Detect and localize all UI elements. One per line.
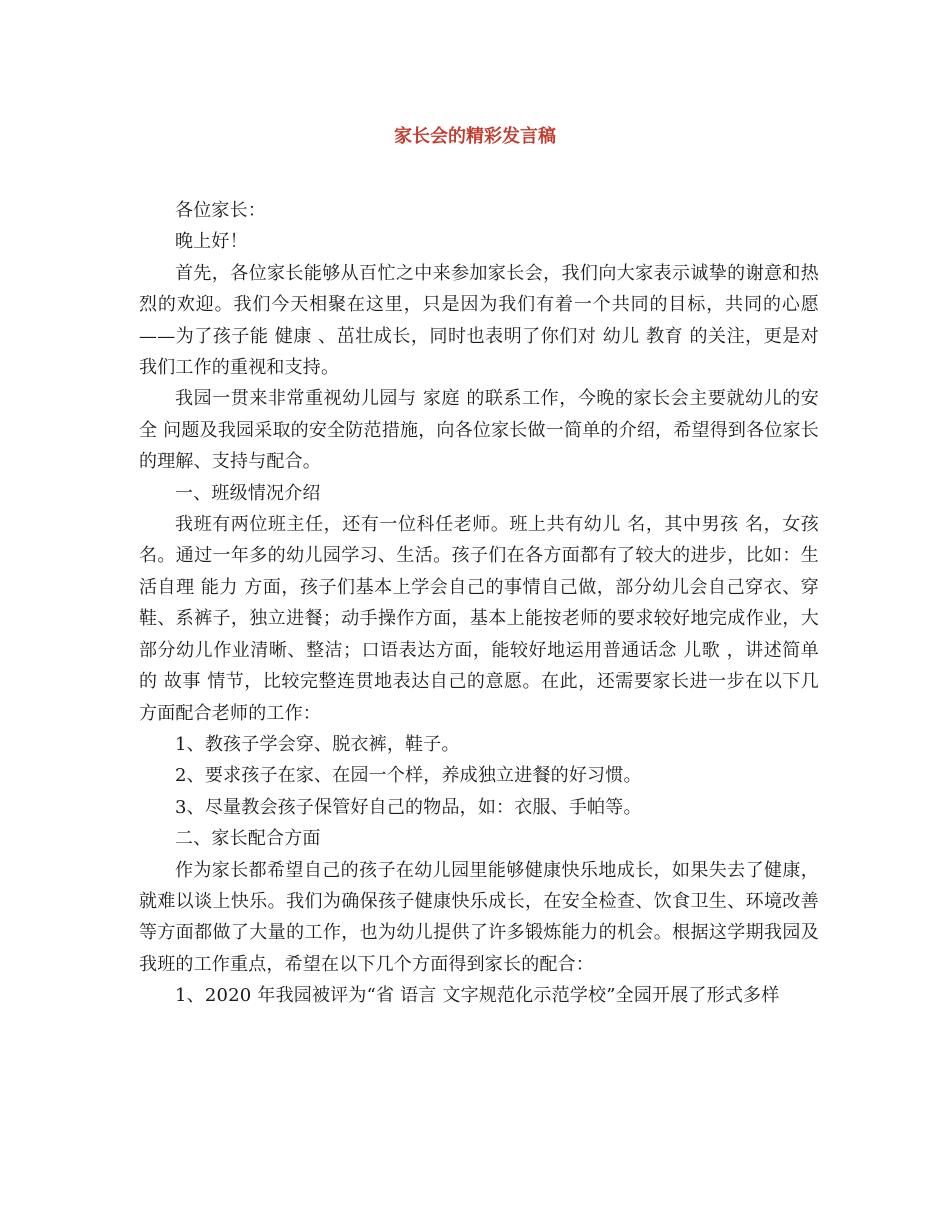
- list-item-1: 1、教孩子学会穿、脱衣裤，鞋子。: [175, 733, 460, 755]
- paragraph-parent-cooperation: 作为家长都希望自己的孩子在幼儿园里能够健康快乐地成长，如果失去了健康，就难以谈上快乐。我们为确保孩子健康快乐成长，在安全检查、饮食卫生、环境改善等方面都做了大量的工作，也为幼儿提供了许多锻炼能力的机会。根据这学期我园及我班的工作重点，希望在以下几个方面得到家长的配合：: [139, 859, 819, 975]
- paragraph-welcome: 首先，各位家长能够从百忙之中来参加家长会，我们向大家表示诚挚的谢意和热烈的欢迎。我们今天相聚在这里，只是因为我们有着一个共同的目标，共同的心愿——为了孩子能 健康 、茁壮成长，同时也表明了你们对 幼儿 教育 的关注，更是对我们工作的重视和支持。: [139, 262, 819, 379]
- section-heading-class-info: 一、班级情况介绍: [175, 482, 321, 504]
- document-title: 家长会的精彩发言稿: [394, 126, 556, 147]
- list-item-2: 2、要求孩子在家、在园一个样，养成独立进餐的好习惯。: [175, 765, 642, 787]
- paragraph-class-info: 我班有两位班主任，还有一位科任老师。班上共有幼儿 名，其中男孩 名，女孩 名。通过一年多的幼儿园学习、生活。孩子们在各方面都有了较大的进步，比如：生活自理 能力 方面，孩子们基本上学会自己的事情自己做，部分幼儿会自己穿衣、穿鞋、系裤子，独立进餐；动手操作方面，基本上能按老师的要求较好地完成作业，大部分幼儿作业清晰、整洁；口语表达方面，能较好地运用普通话念 儿歌 ，讲述简单的 故事 情节，比较完整连贯地表达自己的意愿。在此，还需要家长进一步在以下几方面配合老师的工作：: [139, 514, 819, 724]
- list-item-3: 3、尽量教会孩子保管好自己的物品，如：衣服、手帕等。: [175, 796, 642, 818]
- paragraph-safety-intro: 我园一贯来非常重视幼儿园与 家庭 的联系工作，今晚的家长会主要就幼儿的安全 问题及我园采取的安全防范措施，向各位家长做一简单的介绍，希望得到各位家长的理解、支持与配合。: [139, 388, 819, 473]
- section-heading-parent-cooperation: 二、家长配合方面: [175, 828, 321, 850]
- document-body: [139, 195, 819, 1012]
- greeting: 晚上好！: [175, 231, 248, 253]
- salutation: 各位家长：: [175, 200, 266, 221]
- list-item-cooperation-1: 1、2020 年我园被评为“省 语言 文字规范化示范学校”全园开展了形式多样: [175, 985, 780, 1007]
